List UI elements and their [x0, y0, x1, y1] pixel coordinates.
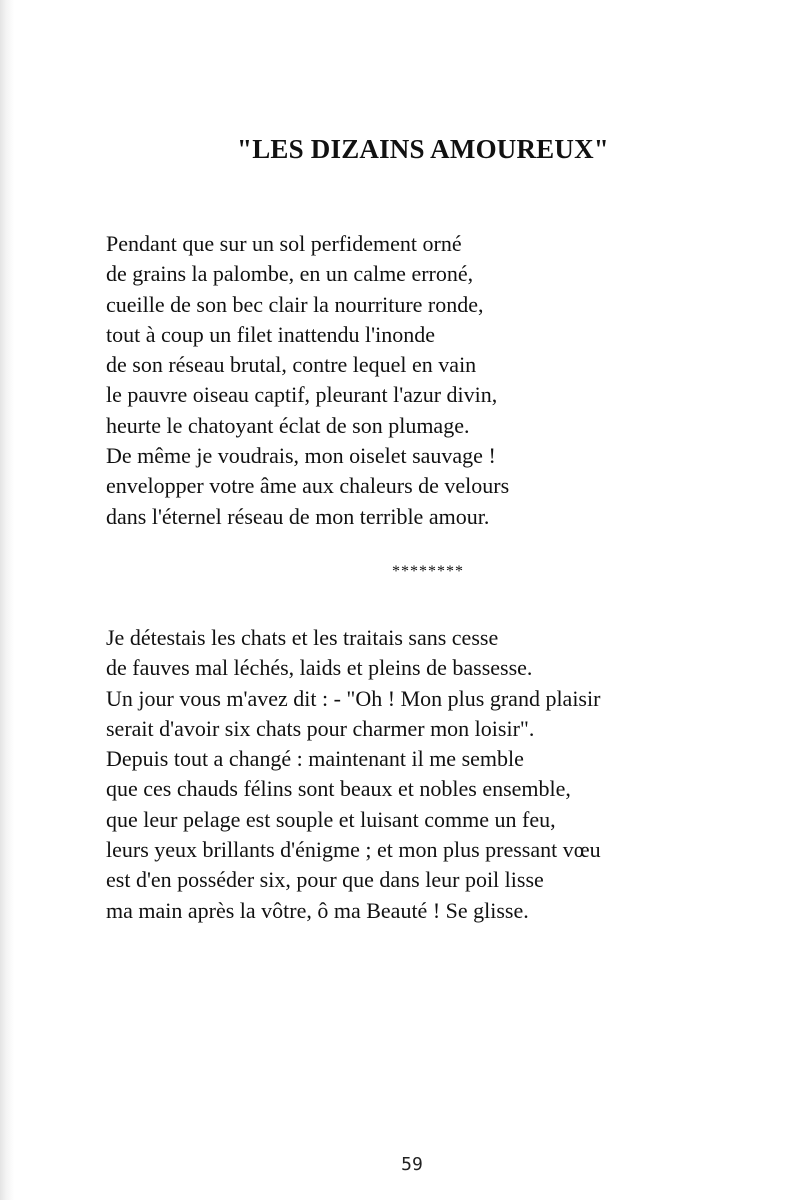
verse-line: cueille de son bec clair la nourriture ronde,: [106, 291, 484, 317]
verse-line: Depuis tout a changé : maintenant il me semble: [106, 746, 524, 772]
verse-line: Pendant que sur un sol perfidement orné: [106, 231, 462, 256]
verse-line: que ces chauds félins sont beaux et nobles ensemble,: [106, 776, 571, 802]
verse-line: leurs yeux brillants d'énigme ; et mon plus pressant vœu: [106, 837, 601, 863]
stanza-1: [106, 229, 509, 532]
page-number: 59: [401, 1154, 423, 1175]
verse-line: De même je voudrais, mon oiselet sauvage !: [106, 443, 496, 469]
poem-title: "LES DIZAINS AMOUREUX": [237, 134, 609, 164]
stanza-separator: ********: [392, 563, 464, 580]
verse-line: le pauvre oiseau captif, pleurant l'azur divin,: [106, 382, 498, 408]
verse-line: serait d'avoir six chats pour charmer mon loisir".: [106, 715, 535, 741]
verse-line: que leur pelage est souple et luisant comme un feu,: [106, 806, 556, 832]
verse-line: Je détestais les chats et les traitais sans cesse: [106, 625, 499, 650]
verse-line: dans l'éternel réseau de mon terrible amour.: [106, 503, 490, 529]
verse-line: tout à coup un filet inattendu l'inonde: [106, 321, 436, 347]
verse-line: de grains la palombe, en un calme erroné,: [106, 261, 474, 287]
verse-line: ma main après la vôtre, ô ma Beauté ! Se glisse.: [106, 897, 529, 923]
verse-line: heurte le chatoyant éclat de son plumage.: [106, 412, 470, 438]
verse-line: de son réseau brutal, contre lequel en vain: [106, 352, 477, 378]
stanza-2: [106, 623, 601, 926]
verse-line: de fauves mal léchés, laids et pleins de bassesse.: [106, 655, 533, 681]
verse-line: envelopper votre âme aux chaleurs de velours: [106, 473, 510, 499]
verse-line: Un jour vous m'avez dit : - "Oh ! Mon plus grand plaisir: [106, 685, 601, 711]
verse-line: est d'en posséder six, pour que dans leur poil lisse: [106, 867, 544, 893]
